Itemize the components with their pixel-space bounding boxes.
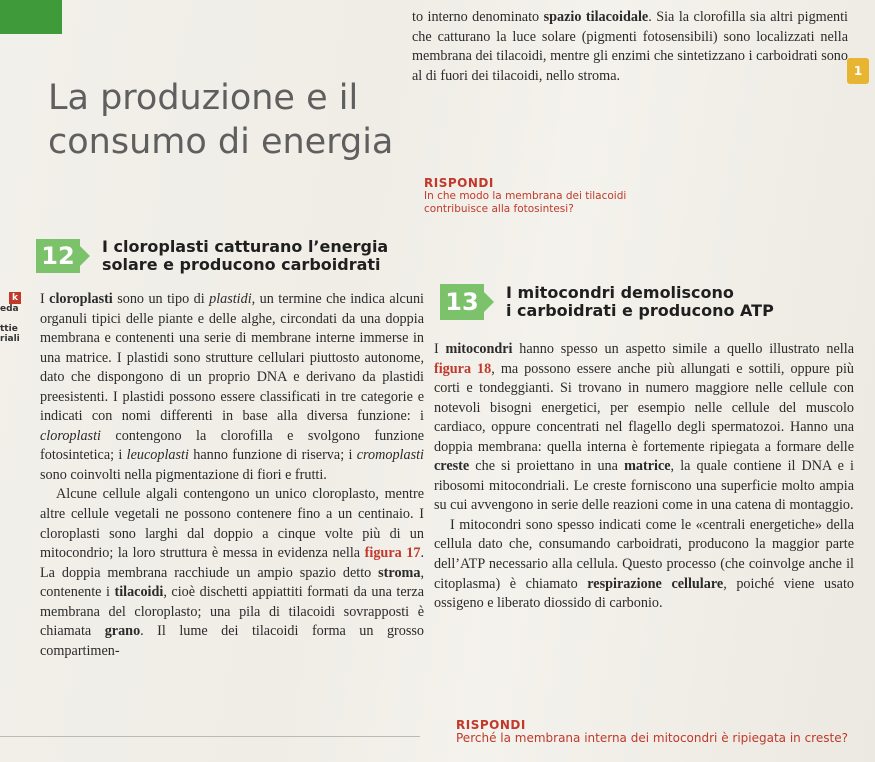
side-number-badge: 1 (847, 58, 869, 84)
rispondi-box-1 (424, 176, 654, 216)
italic-term: cloroplasti (40, 427, 101, 444)
text: , cioè dischetti appiattiti formati da una terza membrana del cloroplasto; una pila di tilacoidi sovrapposti è chiamata (40, 584, 424, 640)
text: I (40, 291, 50, 307)
keyword: mitocondri (445, 341, 513, 357)
keyword: matrice (624, 458, 671, 475)
text: hanno spesso un aspetto simile a quello illustrato nella (512, 341, 854, 357)
margin-marker-icon: k (9, 292, 21, 304)
keyword: stroma (378, 564, 421, 581)
accent-bar (0, 0, 62, 34)
italic-term: leucoplasti (126, 447, 189, 464)
text: , contenente i (40, 564, 424, 601)
text: che si proiettano in una (469, 458, 625, 475)
page-title (48, 76, 408, 164)
top-paragraph (412, 8, 848, 86)
text: , ma possono essere anche più allungati e sottili, oppure più corti e tondeggianti. Si trovano in numero maggiore nelle cellule con notevoli bisogni energetici, per esempio nelle cellule del muscolo cardiaco, oppure concentrati nel flagello degli spermatozoi. Hanno una doppia membrana: quella interna è fortemente ripiegata a formare delle (434, 360, 854, 455)
rispondi-question: In che modo la membrana dei tilacoidi contribuisce alla fotosintesi? (424, 190, 627, 215)
text: . Il lume dei tilacoidi forma un grosso compartimen- (40, 623, 425, 659)
rispondi-box-2 (456, 718, 856, 745)
margin-word: ttie (0, 324, 18, 334)
title-line-2: consumo di energia (48, 122, 394, 162)
section-title-line: solare e producono carboidrati (102, 255, 381, 274)
section-12-heading (36, 238, 388, 274)
section-title-line: I cloroplasti catturano l’energia (102, 237, 389, 256)
italic-term: cromoplasti (356, 447, 424, 464)
text: I (434, 341, 446, 357)
text: . La doppia membrana racchiude un ampio spazio detto (40, 545, 425, 581)
section-title (506, 284, 774, 320)
rispondi-label: RISPONDI (424, 176, 494, 190)
keyword: tilacoidi (114, 584, 164, 601)
text: sono coinvolti nella pigmentazione di fiori e frutti. (40, 466, 327, 483)
keyword: respirazione cellulare (587, 575, 724, 592)
text: Alcune cellule algali contengono un unico cloroplasto, mentre altre cellule vegetali ne possono contenere fino a un centinaio. I cloroplasti sono larghi dal doppio a cinque volte più di un mitocondrio; la loro struttura è messa in evidenza nella (40, 486, 424, 562)
section-title-line: I mitocondri demoliscono (506, 283, 734, 302)
margin-word: riali (0, 334, 20, 344)
rispondi-question: Perché la membrana interna dei mitocondri è ripiegata in creste? (456, 731, 848, 745)
left-column (40, 290, 424, 661)
section-title-line: i carboidrati e producono ATP (506, 301, 774, 320)
section-title (102, 238, 388, 274)
margin-word: eda (0, 304, 19, 314)
text: , un termine che indica alcuni organuli tipici delle piante e delle alghe, circondati da una doppia membrana e contenenti una serie di membrane interne immerse in una matrice. I plastidi sono strutture cellulari piuttosto autonome, dato che dispongono di un proprio DNA e derivano da plastidi preesistenti. I plastidi possono essere classificati in tre categorie e indicati con nomi differenti in base alla diversa funzione: i (40, 291, 424, 425)
margin-words (0, 304, 20, 344)
italic-term: plastidi (209, 291, 252, 307)
text: hanno funzione di riserva; i (188, 447, 357, 464)
keyword: spazio tilacoidale (543, 9, 649, 25)
text: I mitocondri sono spesso indicati come le «centrali energetiche» della cellula dato che, consumando carboidrati, producono la maggior parte dell’ATP necessario alla cellula. Questo processo (che coinvolge anche il citoplasma) è chiamato (434, 516, 854, 592)
text: sono un tipo di (112, 291, 210, 307)
rispondi-label: RISPONDI (456, 718, 526, 732)
divider (0, 736, 420, 737)
text: , la quale contiene il DNA e i ribosomi mitocondriali. Le creste forniscono una superficie molto ampia su cui avvengono in serie delle reazioni come in una catena di montaggio. (434, 458, 854, 514)
section-number-badge: 13 (440, 284, 484, 320)
keyword: grano (104, 623, 141, 640)
title-line-1: La produzione e il (48, 78, 359, 118)
figure-reference: figura 18 (434, 360, 492, 377)
figure-reference: figura 17 (364, 545, 421, 562)
text: contengono la clorofilla e svolgono funzione fotosintetica; i (40, 427, 424, 464)
text: . Sia la clorofilla sia altri pigmenti che catturano la luce solare (pigmenti fotosensibili) sono localizzati nella membrana dei tilacoidi, mentre gli enzimi che sintetizzano i carboidrati sono al di fuori dei tilacoidi, nello stroma. (412, 9, 848, 84)
right-column (434, 340, 854, 614)
text: , poiché viene usato ossigeno e liberato diossido di carbonio. (434, 575, 854, 612)
keyword: cloroplasti (49, 291, 113, 307)
text: to interno denominato (412, 9, 544, 25)
section-number-badge: 12 (36, 239, 80, 273)
keyword: creste (434, 458, 470, 475)
section-13-heading (440, 284, 774, 320)
